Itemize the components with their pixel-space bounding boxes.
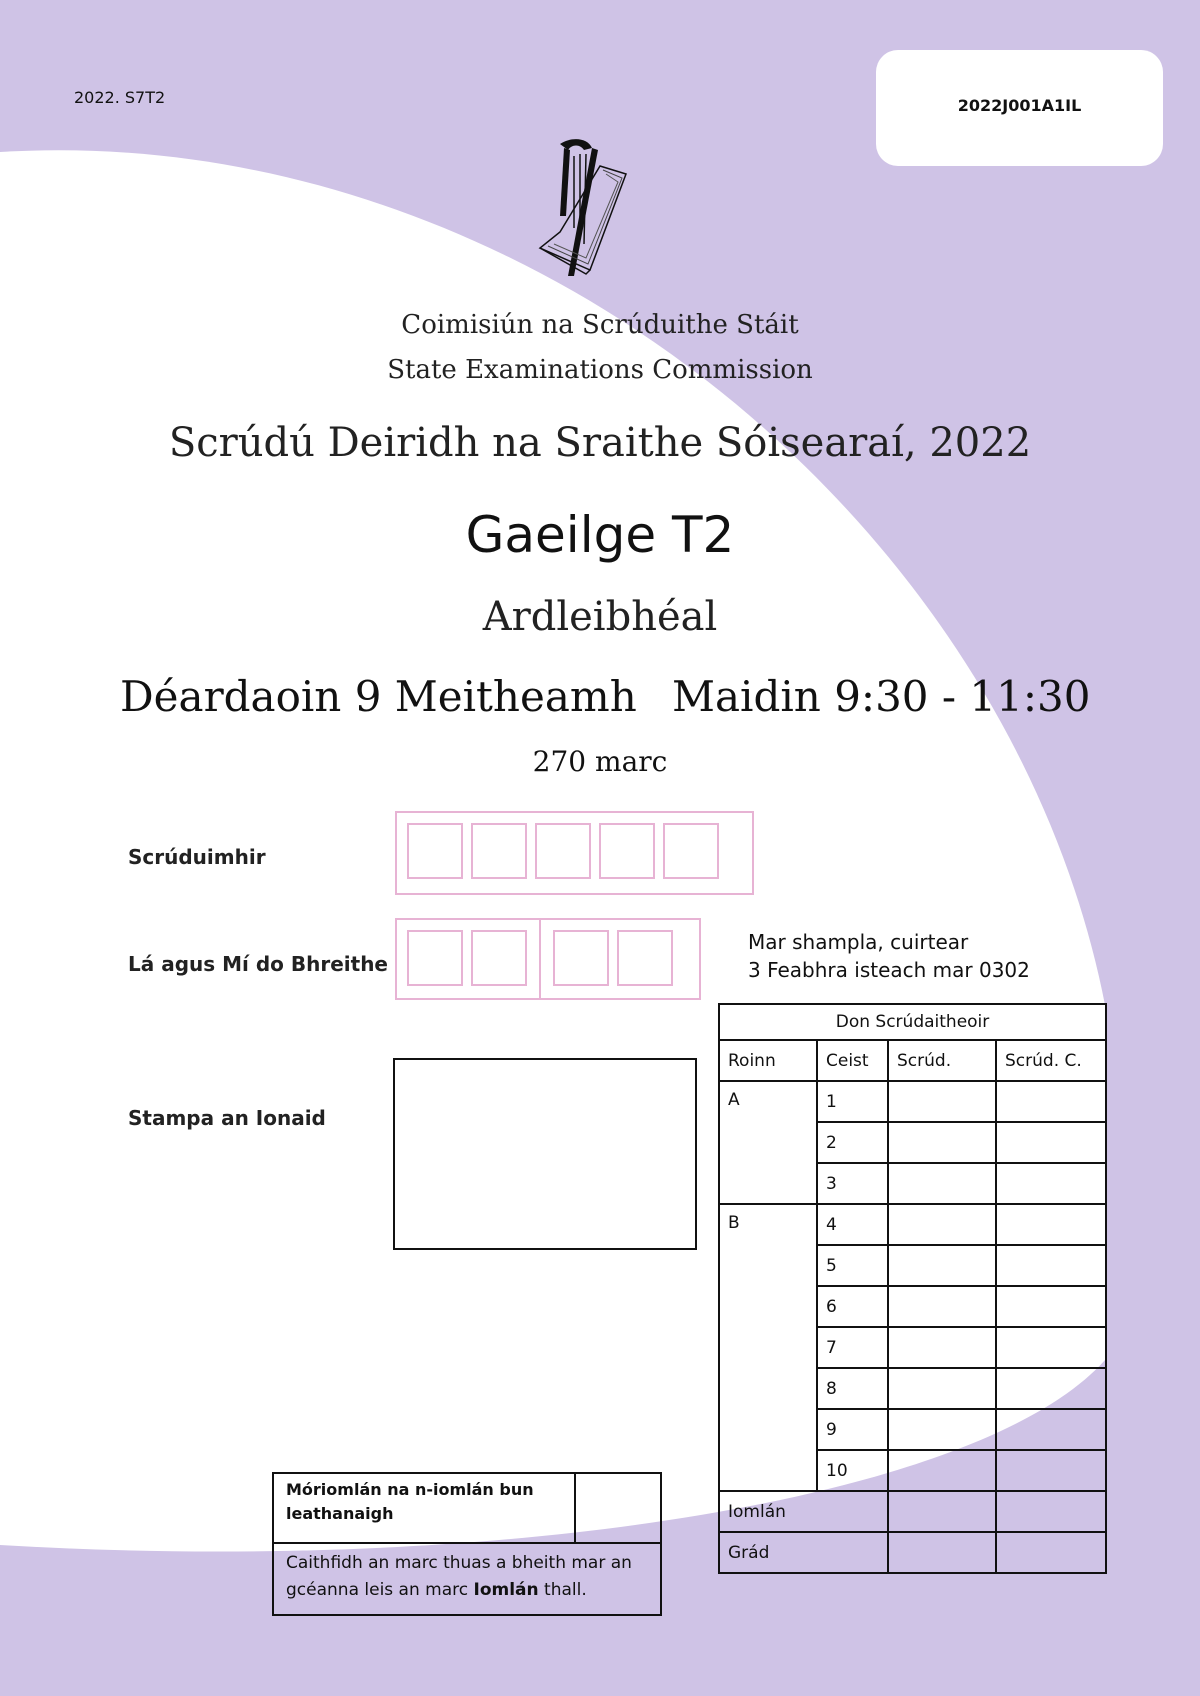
exam-mark-cell[interactable] <box>888 1286 996 1327</box>
check-mark-cell[interactable] <box>996 1409 1106 1450</box>
exam-number-digit-box[interactable] <box>535 823 591 879</box>
commission-name-irish: Coimisiún na Scrúduithe Stáit <box>401 310 799 340</box>
centre-stamp-box <box>393 1058 697 1250</box>
question-number: 8 <box>817 1368 888 1409</box>
barcode-text: 2022J001A1IL <box>957 96 1082 115</box>
check-mark-cell[interactable] <box>996 1368 1106 1409</box>
check-mark-cell[interactable] <box>996 1204 1106 1245</box>
exam-mark-cell[interactable] <box>888 1122 996 1163</box>
exam-title: Scrúdú Deiridh na Sraithe Sóisearaí, 2022 <box>168 420 1032 466</box>
dob-boxes <box>395 918 701 1000</box>
examiner-marks-table <box>718 1003 1107 1574</box>
exam-time: Maidin 9:30 - 11:30 <box>672 672 1091 721</box>
grade-label: Grád <box>719 1532 888 1573</box>
dob-day-digit-box[interactable] <box>471 930 527 986</box>
level-title: Ardleibhéal <box>482 594 718 640</box>
paper-code: 2022. S7T2 <box>74 88 166 107</box>
total-check-mark-cell[interactable] <box>996 1491 1106 1532</box>
exam-mark-cell[interactable] <box>888 1204 996 1245</box>
check-mark-cell[interactable] <box>996 1081 1106 1122</box>
dob-label: Lá agus Mí do Bhreithe <box>128 952 388 976</box>
total-marks: 270 marc <box>532 745 668 778</box>
question-number: 5 <box>817 1245 888 1286</box>
exam-mark-cell[interactable] <box>888 1368 996 1409</box>
exam-number-digit-box[interactable] <box>471 823 527 879</box>
dob-month-digit-box[interactable] <box>553 930 609 986</box>
dob-day-digit-box[interactable] <box>407 930 463 986</box>
question-number: 3 <box>817 1163 888 1204</box>
exam-mark-cell[interactable] <box>888 1163 996 1204</box>
exam-mark-cell[interactable] <box>888 1327 996 1368</box>
barcode-box <box>876 50 1163 166</box>
exam-number-digit-box[interactable] <box>407 823 463 879</box>
question-number: 6 <box>817 1286 888 1327</box>
dob-example <box>748 928 1030 984</box>
section-a-cell: A <box>719 1081 817 1204</box>
check-mark-cell[interactable] <box>996 1286 1106 1327</box>
total-label: Iomlán <box>719 1491 888 1532</box>
question-number: 2 <box>817 1122 888 1163</box>
dob-month-digit-box[interactable] <box>617 930 673 986</box>
grade-exam-cell[interactable] <box>888 1532 996 1573</box>
question-number: 7 <box>817 1327 888 1368</box>
section-b-cell: B <box>719 1204 817 1491</box>
exam-number-boxes <box>395 811 754 895</box>
examiner-table-title: Don Scrúdaitheoir <box>719 1004 1106 1040</box>
grade-check-cell[interactable] <box>996 1532 1106 1573</box>
check-mark-cell[interactable] <box>996 1450 1106 1491</box>
question-number: 4 <box>817 1204 888 1245</box>
grand-total-label: Móriomlán na n-iomlán bun leathanaigh <box>273 1473 575 1543</box>
dob-example-line-1: Mar shampla, cuirtear <box>748 930 969 954</box>
exam-mark-cell[interactable] <box>888 1409 996 1450</box>
check-mark-cell[interactable] <box>996 1327 1106 1368</box>
grand-total-note <box>273 1543 661 1615</box>
grand-total-note-prefix: Caithfidh an marc thuas a bheith mar an gcéanna leis an marc <box>286 1553 632 1600</box>
check-mark-cell[interactable] <box>996 1163 1106 1204</box>
exam-date: Déardaoin 9 Meitheamh <box>120 672 637 721</box>
question-number: 10 <box>817 1450 888 1491</box>
exam-number-digit-box[interactable] <box>599 823 655 879</box>
harp-logo-icon <box>530 136 650 286</box>
grand-total-table <box>272 1472 662 1616</box>
header-check-mark: Scrúd. C. <box>996 1040 1106 1081</box>
check-mark-cell[interactable] <box>996 1245 1106 1286</box>
exam-number-label: Scrúduimhir <box>128 845 266 869</box>
question-number: 1 <box>817 1081 888 1122</box>
total-exam-mark-cell[interactable] <box>888 1491 996 1532</box>
grand-total-note-bold: Iomlán <box>473 1580 539 1600</box>
question-number: 9 <box>817 1409 888 1450</box>
dob-separator <box>539 920 541 998</box>
exam-number-digit-box[interactable] <box>663 823 719 879</box>
header-section: Roinn <box>719 1040 817 1081</box>
commission-name-english: State Examinations Commission <box>387 355 813 385</box>
check-mark-cell[interactable] <box>996 1122 1106 1163</box>
grand-total-value-cell[interactable] <box>575 1473 661 1543</box>
exam-mark-cell[interactable] <box>888 1081 996 1122</box>
subject-title: Gaeilge T2 <box>465 506 735 564</box>
grand-total-note-suffix: thall. <box>538 1580 587 1600</box>
exam-mark-cell[interactable] <box>888 1245 996 1286</box>
centre-stamp-label: Stampa an Ionaid <box>128 1106 326 1130</box>
header-exam-mark: Scrúd. <box>888 1040 996 1081</box>
exam-mark-cell[interactable] <box>888 1450 996 1491</box>
header-question: Ceist <box>817 1040 888 1081</box>
dob-example-line-2: 3 Feabhra isteach mar 0302 <box>748 958 1030 982</box>
